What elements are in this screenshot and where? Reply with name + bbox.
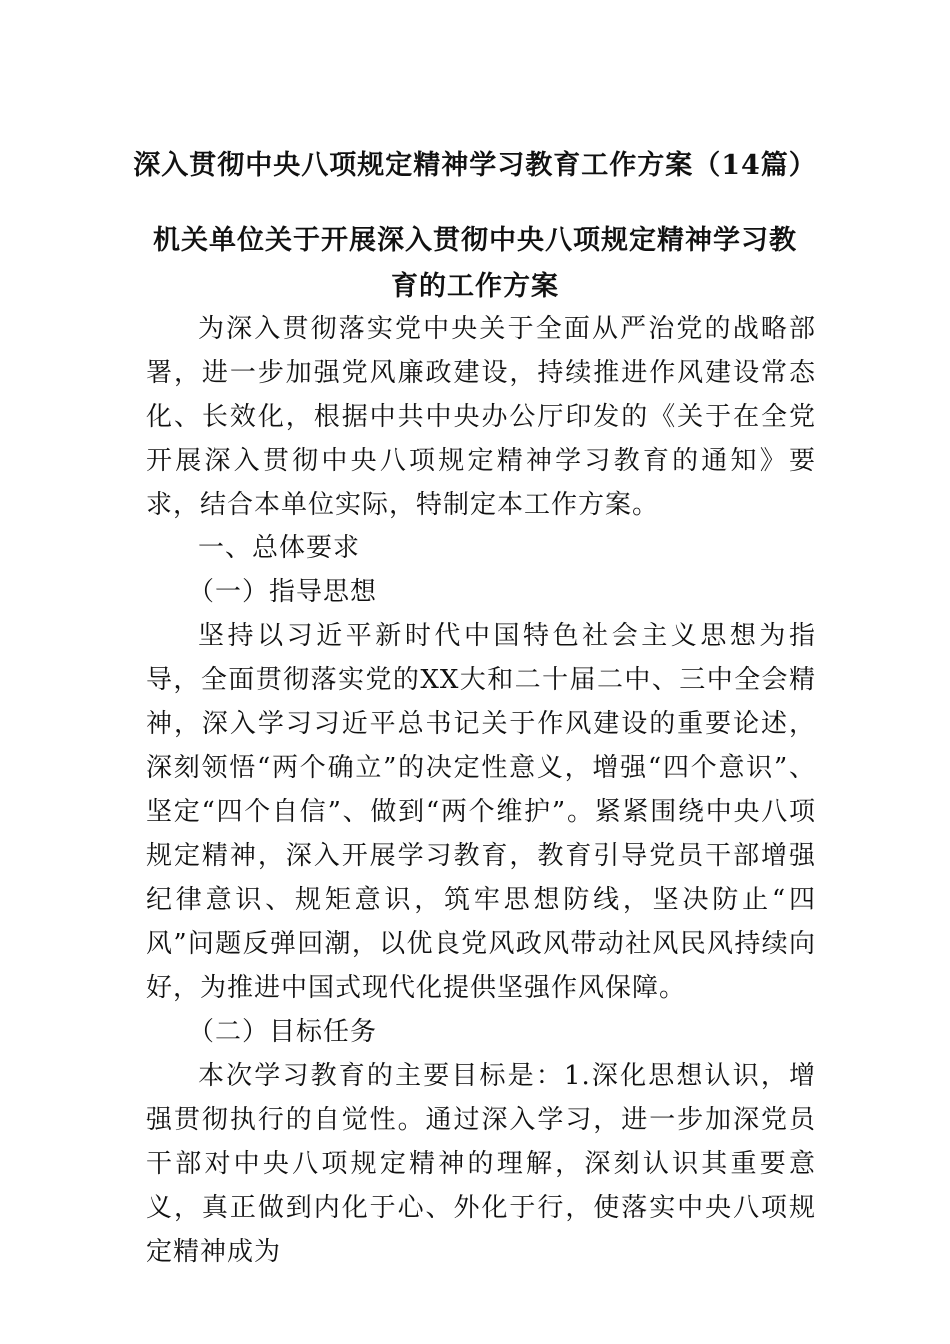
document-title: 深入贯彻中央八项规定精神学习教育工作方案（14篇） (133, 150, 817, 181)
section-heading-overall-requirements: 一、总体要求 (198, 533, 361, 563)
document-subtitle: 机关单位关于开展深入贯彻中央八项规定精神学习教育的工作方案 (153, 225, 797, 302)
subsection-heading-guiding-ideology: （一）指导思想 (188, 577, 378, 607)
subsection-heading-goals-tasks: （二）目标任务 (188, 1017, 378, 1047)
goals-tasks-paragraph: 本次学习教育的主要目标是：1.深化思想认识，增强贯彻执行的自觉性。通过深入学习，进一步加深党员干部对中央八项规定精神的理解，深刻认识其重要意义，真正做到内化于心、外化于行，使落实中央八项规定精神成为 (146, 1061, 816, 1267)
guiding-ideology-paragraph: 坚持以习近平新时代中国特色社会主义思想为指导，全面贯彻落实党的XX大和二十届二中、三中全会精神，深入学习习近平总书记关于作风建设的重要论述，深刻领悟“两个确立”的决定性意义，增强“四个意识”、坚定“四个自信”、做到“两个维护”。紧紧围绕中央八项规定精神，深入开展学习教育，教育引导党员干部增强纪律意识、规矩意识，筑牢思想防线，坚决防止“四风”问题反弹回潮，以优良党风政风带动社风民风持续向好，为推进中国式现代化提供坚强作风保障。 (146, 621, 816, 1003)
intro-paragraph: 为深入贯彻落实党中央关于全面从严治党的战略部署，进一步加强党风廉政建设，持续推进作风建设常态化、长效化，根据中共中央办公厅印发的《关于在全党开展深入贯彻中央八项规定精神学习教育的通知》要求，结合本单位实际，特制定本工作方案。 (146, 314, 816, 520)
